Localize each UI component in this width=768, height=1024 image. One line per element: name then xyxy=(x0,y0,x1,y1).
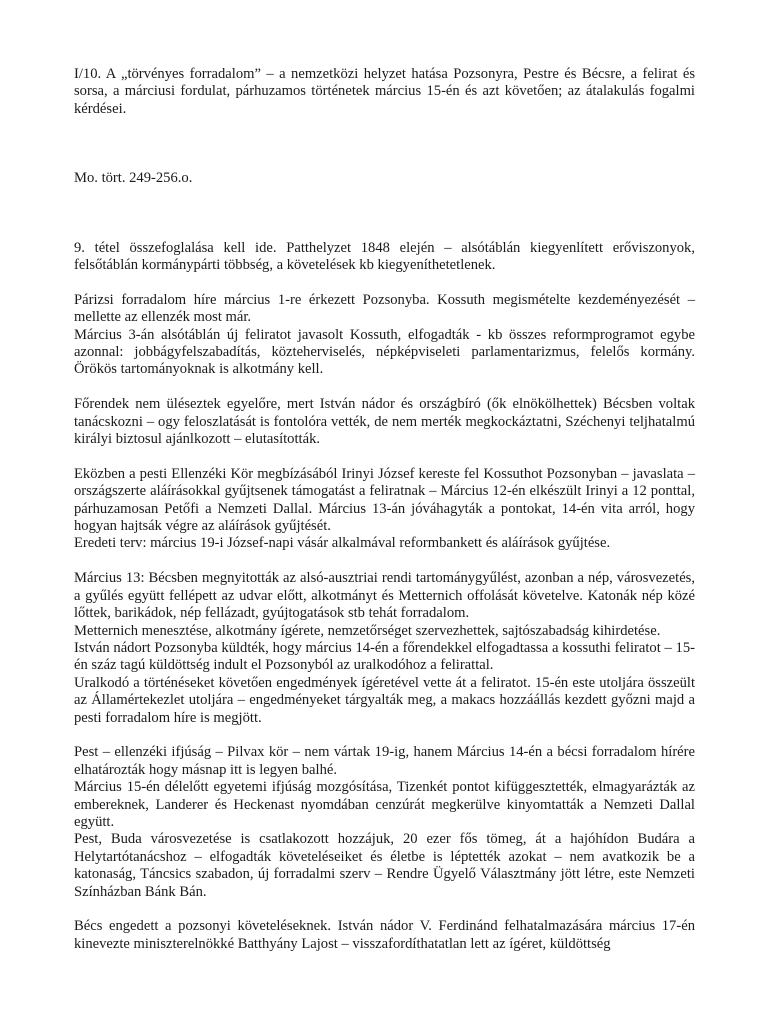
paragraph-irinyi xyxy=(74,466,695,553)
paragraph-summary xyxy=(74,240,695,275)
paragraph-line: Március 3-án alsótáblán új feliratot javasolt Kossuth, elfogadták - kb összes reformprogramot egybe azonnal: jobbágyfelszabadítás, közteherviselés, népképviseleti parlamentarizmus, felelős kormány. Örökös tartományoknak is alkotmány kell. xyxy=(74,326,695,378)
reference-line: Mo. tört. 249-256.o. xyxy=(74,170,193,187)
paragraph-line: Főrendek nem üléseztek egyelőre, mert István nádor és országbíró (ők elnökölhettek) Bécsben voltak tanácskozni – ogy feloszlatását is fontolóra vették, de nem merték megkockáztatni, Széchenyi teljhatalmú királyi biztosul ajánlkozott – elutasították. xyxy=(74,396,695,448)
paragraph-line: Eközben a pesti Ellenzéki Kör megbízásából Irinyi József kereste fel Kossuthot Pozsonyban – javaslata – országszerte aláírásokkal gyűjtsenek támogatást a feliratnak – Március 12-én elkészült Irinyi a 12 ponttal, párhuzamosan Petőfi a Nemzeti Dallal. Március 13-án jóváhagyták a pontokat, 14-én vita arról, hogy hogyan hajtsák végre az aláírások gyűjtését. xyxy=(74,465,695,535)
title-paragraph: I/10. A „törvényes forradalom” – a nemzetközi helyzet hatása Pozsonyra, Pestre és Bécsre, a felirat és sorsa, a márciusi fordulat, párhuzamos történetek március 15-én és azt követően; az átalakulás fogalmi kérdései. xyxy=(74,66,695,117)
paragraph-line: Párizsi forradalom híre március 1-re érkezett Pozsonyba. Kossuth megismételte kezdeményezését – mellette az ellenzék most már. xyxy=(74,291,695,326)
paragraph-line: Pest – ellenzéki ifjúság – Pilvax kör – nem vártak 19-ig, hanem Március 14-én a bécsi forradalom hírére elhatározták hogy másnap itt is legyen balhé. xyxy=(74,744,695,778)
paragraph-line: Bécs engedett a pozsonyi követeléseknek. István nádor V. Ferdinánd felhatalmazására március 17-én kinevezte miniszterelnökké Batthyány Lajost – visszafordíthatatlan lett az ígéret, küldöttség xyxy=(74,918,695,952)
paragraph-vienna-concession xyxy=(74,918,695,953)
paragraph-vienna-march-13 xyxy=(74,570,695,727)
paragraph-line: Metternich menesztése, alkotmány ígérete, nemzetőrséget szervezhettek, sajtószabadság kihirdetése. xyxy=(74,622,661,639)
paragraph-line: Március 15-én délelőtt egyetemi ifjúság mozgósítása, Tizenkét pontot kifüggesztették, elmagyarázták az embereknek, Landerer és Heckenast nyomdában cenzúrát megkerülve kinyomtatták a Nemzeti Dallal együtt. xyxy=(74,779,695,830)
paragraph-upper-house xyxy=(74,396,695,448)
paragraph-line: István nádort Pozsonyba küldték, hogy március 14-én a főrendekkel elfogadtassa a kossuthi feliratot – 15-én száz tagú küldöttség indult el Pozsonyból az uralkodóhoz a felirattal. xyxy=(74,639,695,674)
paragraph-line: Március 13: Bécsben megnyitották az alsó-ausztriai rendi tartománygyűlést, azonban a nép, városvezetés, a gyűlés együtt fellépett az udvar előtt, alkotmányt és Metternich offolását követelve. Katonák nép közé lőttek, barikádok, nép fellázadt, gyújtogatások stb tehát forradalom. xyxy=(74,570,695,622)
document-body xyxy=(74,66,695,953)
paragraph-paris-revolution xyxy=(74,292,695,379)
paragraph-line: Pest, Buda városvezetése is csatlakozott hozzájuk, 20 ezer fős tömeg, át a hajóhídon Budára a Helytartótanácshoz – elfogadták követeléseiket és életbe is léptették azokat – nem avatkozik be a katonaság, Táncsics szabadon, új forradalmi szerv – Rendre Ügyelő Választmány jött létre, este Nemzeti Színházban Bánk Bán. xyxy=(74,831,695,900)
paragraph-line: 9. tétel összefoglalása kell ide. Patthelyzet 1848 elején – alsótáblán kiegyenlített erőviszonyok, felsőtáblán kormánypárti többség, a követelések kb kiegyeníthetetlenek. xyxy=(74,239,695,274)
paragraph-line: Uralkodó a történéseket követően engedmények ígéretével vette át a feliratot. 15-én este utoljára összeült az Államértekezlet utoljára – engedményeket tárgyalták meg, a makacs hozzáállás kezdett győzni majd a pesti forradalom híre is megjött. xyxy=(74,674,695,726)
paragraph-pest-march-15 xyxy=(74,744,695,901)
paragraph-line: Eredeti terv: március 19-i József-napi vásár alkalmával reformbankett és aláírások gyűjtése. xyxy=(74,535,611,552)
